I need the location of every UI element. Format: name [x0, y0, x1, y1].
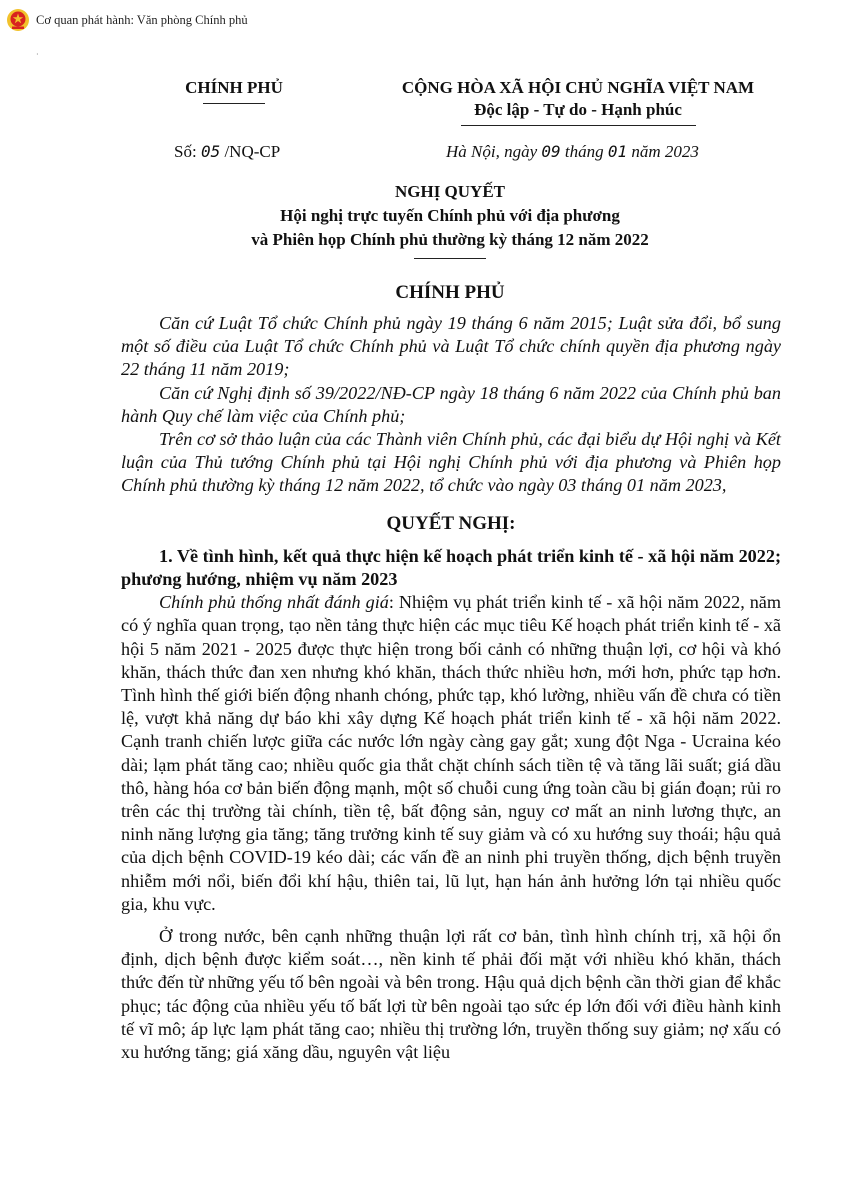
title-line-2: và Phiên họp Chính phủ thường kỳ tháng 12 năm 2022 [251, 230, 649, 249]
issuer-label: Cơ quan phát hành: Văn phòng Chính phủ [36, 12, 248, 27]
motto: Độc lập - Tự do - Hạnh phúc [474, 100, 682, 119]
title-underline [414, 258, 486, 259]
issuing-body: CHÍNH PHỦ [395, 282, 505, 303]
section-1-para-2: Ở trong nước, bên cạnh những thuận lợi rất cơ bản, tình hình chính trị, xã hội ổn định, dịch bệnh được kiểm soát…, nền kinh tế phải đối mặt với nhiều khó khăn, thách thức đến từ những yếu tố bên ngoài và bên trong. Hậu quả dịch bệnh cần thời gian để khắc phục; tác động của nhiều yếu tố bất lợi từ bên ngoài tạo sức ép lớn đối với điều hành kinh tế vĩ mô; áp lực lạm phát tăng cao; nhiều thị trường lớn, truyền thống suy giảm; nợ xấu có xu hướng tăng; giá xăng dầu, nguyên vật liệu [121, 926, 781, 1063]
motto-underline [461, 125, 696, 126]
nation-name: CỘNG HÒA XÃ HỘI CHỦ NGHĨA VIỆT NAM [401, 78, 755, 97]
section-1-para-1: Chính phủ thống nhất đánh giá: Nhiệm vụ phát triển kinh tế - xã hội năm 2022, năm có ý nghĩa quan trọng, tạo nền tảng thực hiện các mục tiêu Kế hoạch phát triển kinh tế - xã hội 5 năm 2021 - 2025 được thực hiện trong bối cảnh có những thuận lợi, cơ hội và khó khăn, thách thức đan xen nhưng khó khăn, thách thức nhiều hơn, mới hơn, phức tạp hơn. Tình hình thế giới biến động nhanh chóng, phức tạp, khó lường, nhiều vấn đề chưa có tiền lệ, vượt khả năng dự báo khi xây dựng Kế hoạch phát triển kinh tế - xã hội năm 2022. Cạnh tranh chiến lược giữa các nước lớn ngày càng gay gắt; xung đột Nga - Ucraina kéo dài; lạm phát tăng cao; nhiều quốc gia thắt chặt chính sách tiền tệ và tăng lãi suất; giá dầu thô, hàng hóa cơ bản biến động mạnh, một số chuỗi cung ứng toàn cầu bị gián đoạn; rủi ro trên các thị trường tài chính, tiền tệ, bất động sản, nguy cơ mất an ninh lương thực, an ninh năng lượng gia tăng; tăng trưởng kinh tế suy giảm và có xu hướng suy thoái; hậu quả của dịch bệnh COVID-19 kéo dài; các vấn đề an ninh phi truyền thống, dịch bệnh truyền nhiễm mới nổi, biến đổi khí hậu, thiên tai, lũ lụt, hạn hán ảnh hưởng lớn tại nhiều quốc gia, khu vực. [121, 592, 782, 914]
place-date: Hà Nội, ngày 09 tháng 01 năm 2023 [446, 142, 699, 161]
handwritten-day: 09 [541, 142, 561, 161]
handwritten-month: 01 [607, 142, 628, 161]
document-number: Số: 05 /NQ-CP [174, 142, 281, 161]
national-emblem-icon [6, 8, 30, 32]
agency-header [150, 77, 318, 104]
preamble-2: Căn cứ Nghị định số 39/2022/NĐ-CP ngày 18 tháng 6 năm 2022 của Chính phủ ban hành Quy chế làm việc của Chính phủ; [121, 382, 781, 426]
agency-name: CHÍNH PHỦ [185, 78, 283, 97]
section-1-heading: 1. Về tình hình, kết quả thực hiện kế hoạch phát triển kinh tế - xã hội năm 2022; phương hướng, nhiệm vụ năm 2023 [121, 545, 781, 590]
decision-heading: QUYẾT NGHỊ: [386, 512, 516, 534]
scan-mark: · [36, 50, 39, 59]
issuer-banner [6, 8, 248, 32]
document-title [90, 180, 810, 259]
lead-in: Chính phủ thống nhất đánh giá [159, 592, 389, 613]
preamble-3: Trên cơ sở thảo luận của các Thành viên Chính phủ, các đại biểu dự Hội nghị và Kết luận của Thủ tướng Chính phủ tại Hội nghị Chính phủ với địa phương và Phiên họp Chính phủ thường kỳ tháng 12 năm 2022, tổ chức vào ngày 03 tháng 01 năm 2023, [121, 429, 781, 496]
doc-type: NGHỊ QUYẾT [394, 182, 506, 201]
title-line-1: Hội nghị trực tuyến Chính phủ với địa phương [280, 206, 620, 225]
agency-underline [203, 103, 265, 104]
document-body [121, 312, 781, 1064]
handwritten-number: 05 [200, 142, 221, 161]
nation-header [352, 77, 804, 126]
preamble-1: Căn cứ Luật Tổ chức Chính phủ ngày 19 tháng 6 năm 2015; Luật sửa đổi, bổ sung một số điều của Luật Tổ chức Chính phủ và Luật Tổ chức chính quyền địa phương ngày 22 tháng 11 năm 2019; [121, 313, 781, 380]
